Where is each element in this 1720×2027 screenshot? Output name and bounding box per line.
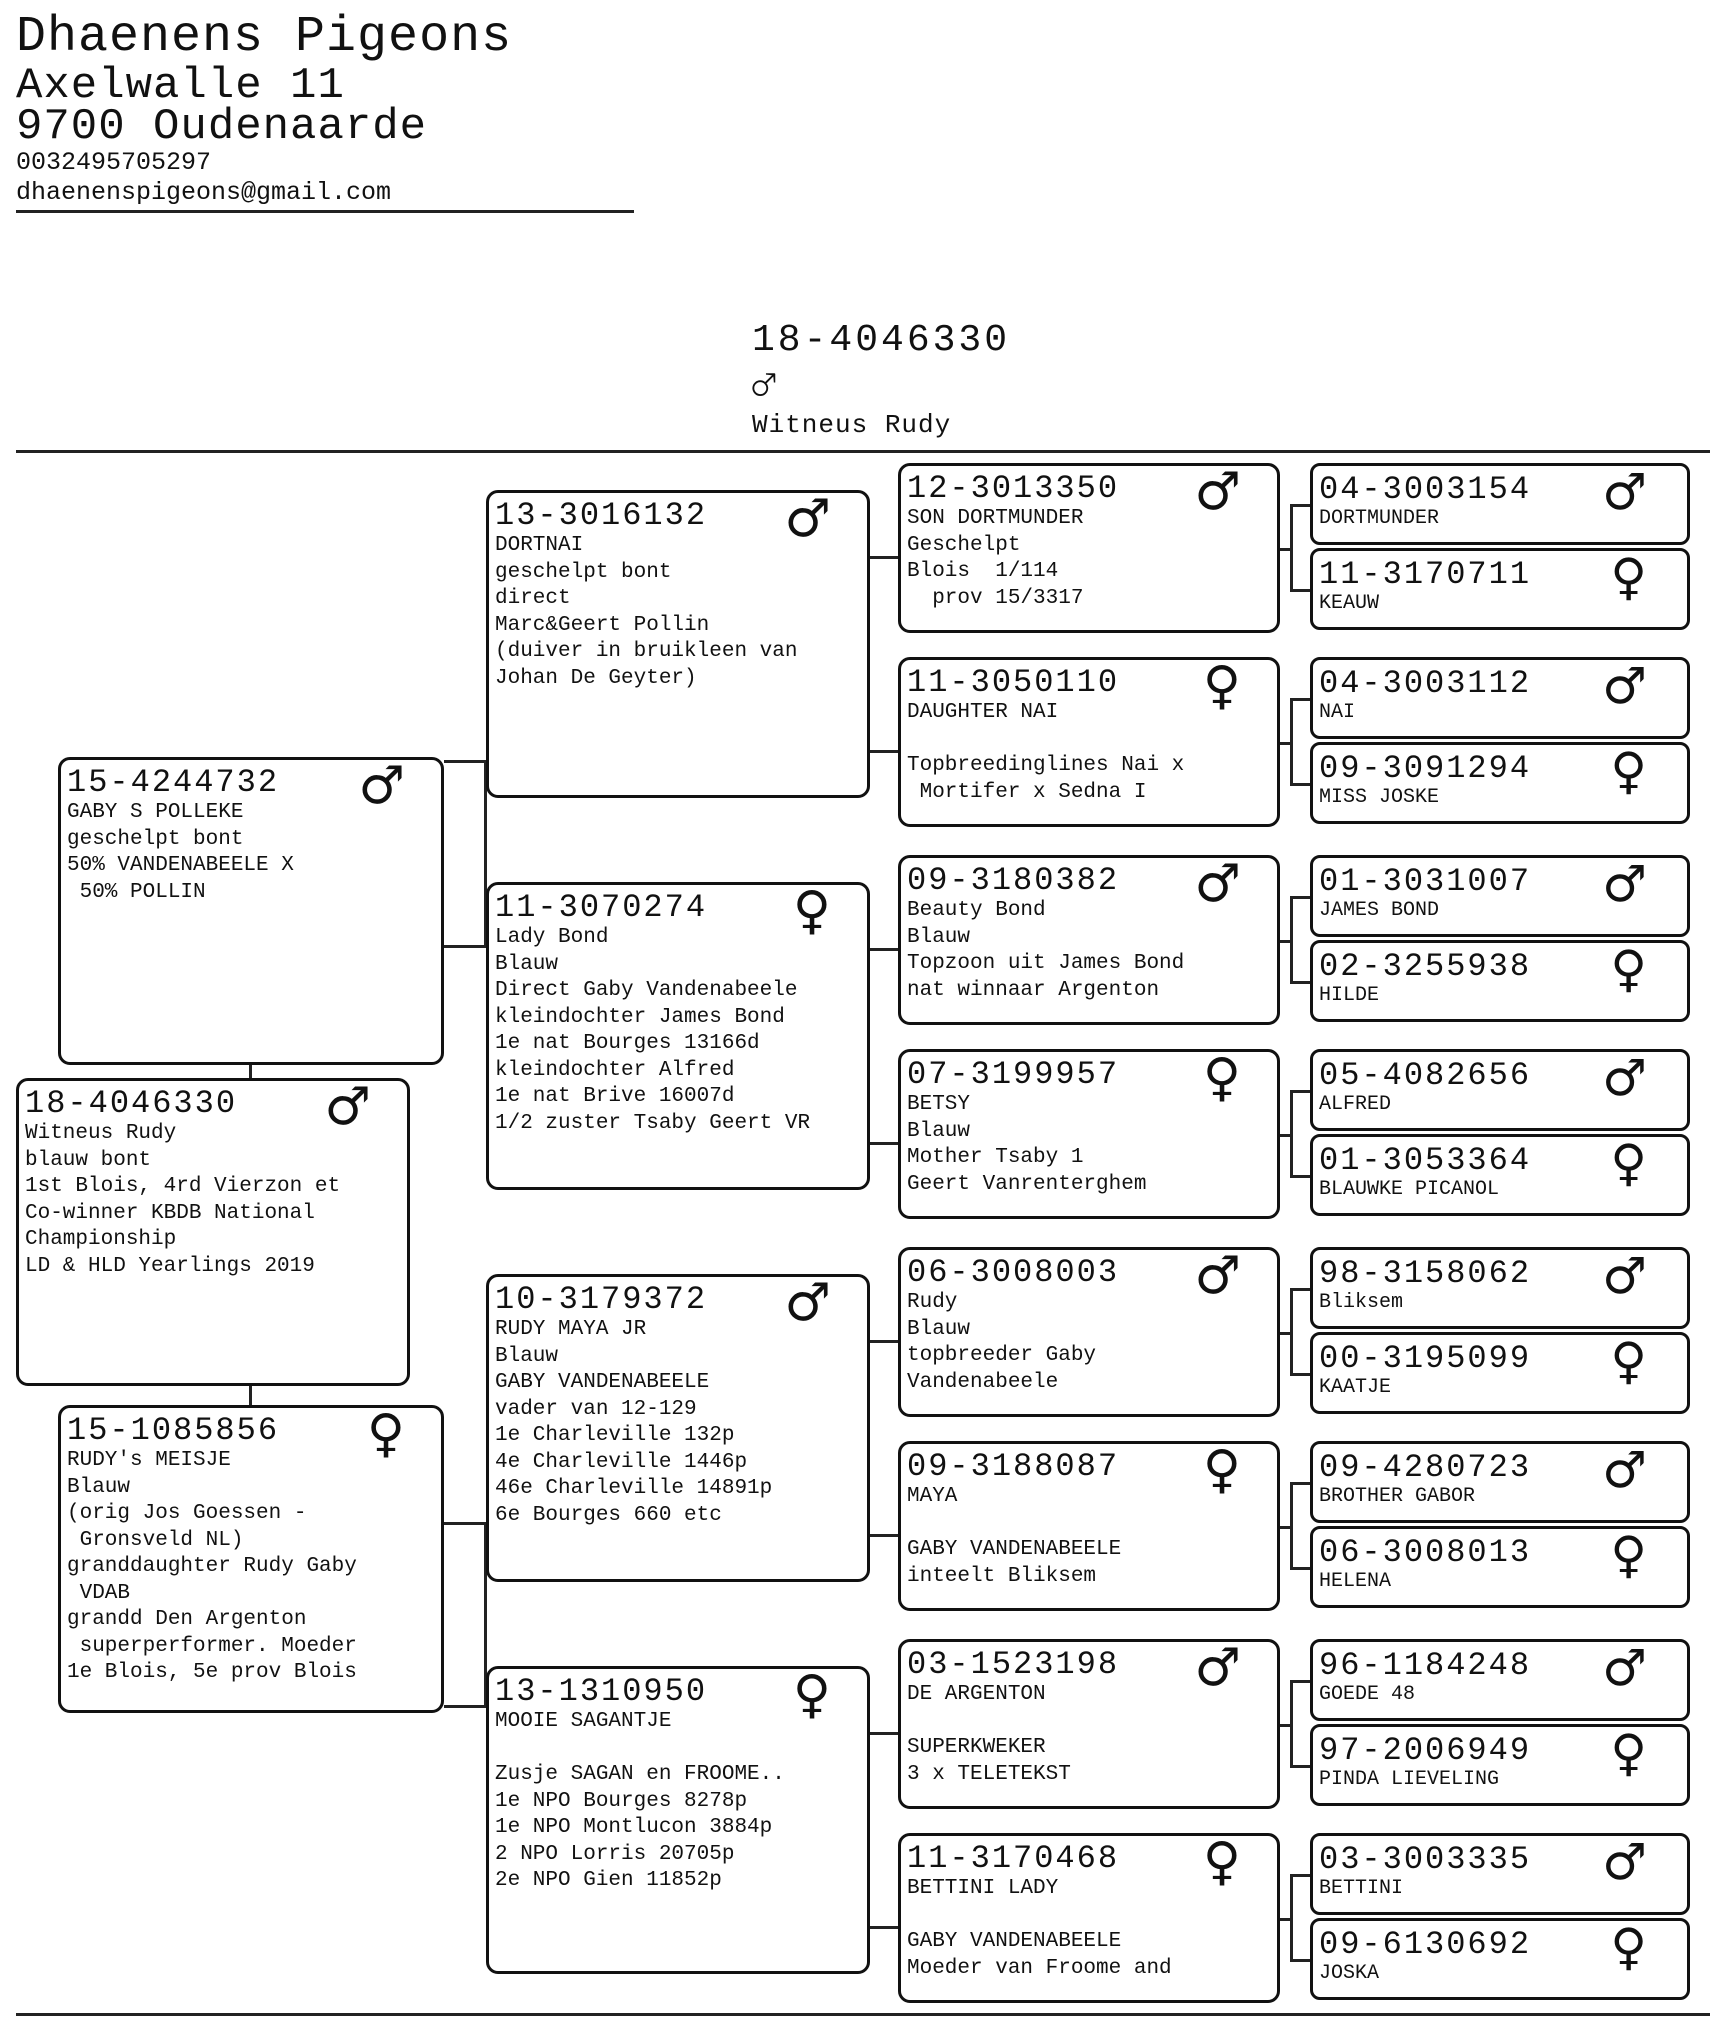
- male-icon: ♂: [1602, 855, 1647, 913]
- male-icon: ♂: [748, 355, 781, 416]
- pigeon-details: Bliksem: [1319, 1291, 1404, 1314]
- ring-number: 02-3255938: [1319, 948, 1532, 985]
- pigeon-details: BETTINI: [1319, 1877, 1404, 1900]
- pigeon-details: DE ARGENTON SUPERKWEKER 3 x TELETEKST: [907, 1683, 1071, 1786]
- connector-line: [1290, 1567, 1310, 1570]
- title-pigeon-name: Witneus Rudy: [752, 410, 952, 440]
- bottom-rule: [16, 2013, 1710, 2016]
- connector-line: [1290, 1680, 1310, 1683]
- male-icon: ♂: [1194, 855, 1241, 914]
- connector-line: [1290, 981, 1310, 984]
- connector-line: [1290, 1482, 1310, 1485]
- top-rule: [16, 450, 1710, 453]
- male-icon: ♂: [1194, 463, 1241, 522]
- pigeon-details: NAI: [1319, 701, 1356, 724]
- connector-line: [1290, 783, 1310, 786]
- header-underline: [16, 210, 634, 213]
- connector-line: [1290, 589, 1310, 592]
- pedigree-card-g4[interactable]: [898, 1441, 1280, 1611]
- female-icon: ♀: [1610, 1134, 1647, 1192]
- pigeon-details: RUDY's MEISJE Blauw (orig Jos Goessen - Gronsveld NL) granddaughter Rudy Gaby VDAB grandd Den Argenton superperformer. Moeder 1e Blois, 5e prov Blois: [67, 1449, 357, 1684]
- pigeon-details: JOSKA: [1319, 1962, 1380, 1985]
- connector-line: [1290, 1175, 1310, 1178]
- male-icon: ♂: [358, 757, 405, 816]
- pedigree-card-g4[interactable]: [898, 463, 1280, 633]
- pedigree-card-sire[interactable]: [58, 757, 444, 1065]
- breeder-phone: 0032495705297: [16, 148, 212, 177]
- connector-line: [1290, 896, 1310, 899]
- male-icon: ♂: [784, 1274, 831, 1333]
- breeder-street: Axelwalle 11: [16, 61, 345, 111]
- connector-line: [1290, 698, 1310, 701]
- ring-number: 09-6130692: [1319, 1926, 1532, 1963]
- pigeon-details: BROTHER GABOR: [1319, 1485, 1476, 1508]
- connector-line: [1290, 1680, 1293, 1768]
- ring-number: 03-3003335: [1319, 1841, 1532, 1878]
- pedigree-card-g5[interactable]: [1310, 1639, 1690, 1721]
- pedigree-card-g4[interactable]: [898, 855, 1280, 1025]
- ring-number: 09-4280723: [1319, 1449, 1532, 1486]
- pigeon-details: Beauty Bond Blauw Topzoon uit James Bond nat winnaar Argenton: [907, 899, 1185, 1002]
- ring-number: 13-3016132: [495, 497, 708, 534]
- female-icon: ♀: [1610, 742, 1647, 800]
- male-icon: ♂: [1602, 463, 1647, 521]
- male-icon: ♂: [1602, 657, 1647, 715]
- connector-line: [444, 1705, 486, 1708]
- connector-line: [1290, 504, 1310, 507]
- connector-line: [870, 1340, 898, 1343]
- pigeon-details: RUDY MAYA JR Blauw GABY VANDENABEELE vader van 12-129 1e Charleville 132p 4e Charleville 1446p 46e Charleville 14891p 6e Bourges 660 etc: [495, 1318, 773, 1527]
- connector-line: [444, 1522, 486, 1525]
- female-icon: ♀: [1202, 1049, 1241, 1108]
- pigeon-details: HILDE: [1319, 984, 1380, 1007]
- ring-number: 09-3180382: [907, 862, 1120, 899]
- female-icon: ♀: [792, 882, 831, 941]
- ring-number: 00-3195099: [1319, 1340, 1532, 1377]
- connector-line: [870, 1142, 898, 1145]
- pedigree-card-g4[interactable]: [898, 1247, 1280, 1417]
- ring-number: 09-3091294: [1319, 750, 1532, 787]
- ring-number: 03-1523198: [907, 1646, 1120, 1683]
- female-icon: ♀: [1610, 1918, 1647, 1976]
- pigeon-details: BLAUWKE PICANOL: [1319, 1178, 1500, 1201]
- connector-line: [1290, 1288, 1293, 1376]
- pigeon-details: HELENA: [1319, 1570, 1392, 1593]
- breeder-name: Dhaenens Pigeons: [16, 9, 513, 66]
- title-ring-number: 18-4046330: [752, 319, 1011, 362]
- ring-number: 07-3199957: [907, 1056, 1120, 1093]
- connector-line: [870, 1732, 898, 1735]
- ring-number: 96-1184248: [1319, 1647, 1532, 1684]
- connector-line: [1290, 1373, 1310, 1376]
- ring-number: 05-4082656: [1319, 1057, 1532, 1094]
- connector-line: [444, 760, 486, 763]
- pigeon-details: GOEDE 48: [1319, 1683, 1416, 1706]
- pedigree-card-subject[interactable]: [16, 1078, 410, 1386]
- female-icon: ♀: [1202, 1833, 1241, 1892]
- ring-number: 09-3188087: [907, 1448, 1120, 1485]
- connector-line: [870, 556, 898, 559]
- ring-number: 04-3003112: [1319, 665, 1532, 702]
- ring-number: 98-3158062: [1319, 1255, 1532, 1292]
- pedigree-card-g5[interactable]: [1310, 1918, 1690, 2000]
- breeder-header: [16, 10, 512, 208]
- pedigree-card-g5[interactable]: [1310, 1049, 1690, 1131]
- pedigree-card-g4[interactable]: [898, 1833, 1280, 2003]
- connector-line: [870, 1926, 898, 1929]
- pigeon-details: Witneus Rudy blauw bont 1st Blois, 4rd Vierzon et Co-winner KBDB National Championship LD & HLD Yearlings 2019: [25, 1122, 341, 1278]
- male-icon: ♂: [1602, 1049, 1647, 1107]
- ring-number: 06-3008003: [907, 1254, 1120, 1291]
- male-icon: ♂: [1194, 1247, 1241, 1306]
- connector-line: [1290, 698, 1293, 786]
- breeder-email[interactable]: dhaenenspigeons@gmail.com: [16, 178, 392, 207]
- pedigree-card-g5[interactable]: [1310, 1833, 1690, 1915]
- connector-line: [1290, 1090, 1293, 1178]
- pedigree-card-g4[interactable]: [898, 1049, 1280, 1219]
- pigeon-details: DORTMUNDER: [1319, 507, 1440, 530]
- pedigree-card-g5[interactable]: [1310, 1247, 1690, 1329]
- pedigree-card-g5[interactable]: [1310, 1332, 1690, 1414]
- pedigree-card-g5[interactable]: [1310, 940, 1690, 1022]
- connector-line: [1290, 1288, 1310, 1291]
- connector-line: [249, 1065, 252, 1079]
- pigeon-details: BETTINI LADY GABY VANDENABEELE Moeder van Froome and: [907, 1877, 1172, 1980]
- pedigree-card-g5[interactable]: [1310, 548, 1690, 630]
- female-icon: ♀: [792, 1666, 831, 1725]
- pedigree-card-dam[interactable]: [58, 1405, 444, 1713]
- connector-line: [1290, 1874, 1293, 1962]
- pigeon-details: SON DORTMUNDER Geschelpt Blois 1/114 prov 15/3317: [907, 507, 1084, 610]
- pigeon-details: Rudy Blauw topbreeder Gaby Vandenabeele: [907, 1291, 1097, 1394]
- female-icon: ♀: [1610, 1724, 1647, 1782]
- pedigree-card-dam-dam[interactable]: [486, 1666, 870, 1974]
- pedigree-card-g4[interactable]: [898, 1639, 1280, 1809]
- female-icon: ♀: [1610, 940, 1647, 998]
- ring-number: 01-3053364: [1319, 1142, 1532, 1179]
- pigeon-details: ALFRED: [1319, 1093, 1392, 1116]
- connector-line: [1290, 504, 1293, 592]
- male-icon: ♂: [1602, 1639, 1647, 1697]
- connector-line: [870, 948, 898, 951]
- pedigree-card-g5[interactable]: [1310, 463, 1690, 545]
- female-icon: ♀: [366, 1405, 405, 1464]
- female-icon: ♀: [1610, 1526, 1647, 1584]
- connector-line: [1290, 1765, 1310, 1768]
- ring-number: 06-3008013: [1319, 1534, 1532, 1571]
- male-icon: ♂: [1602, 1247, 1647, 1305]
- connector-line: [249, 1386, 252, 1406]
- pigeon-details: GABY S POLLEKE geschelpt bont 50% VANDENABEELE X 50% POLLIN: [67, 801, 294, 904]
- male-icon: ♂: [1602, 1833, 1647, 1891]
- pedigree-card-g5[interactable]: [1310, 742, 1690, 824]
- connector-line: [444, 945, 486, 948]
- pedigree-title: [748, 318, 1011, 442]
- ring-number: 01-3031007: [1319, 863, 1532, 900]
- female-icon: ♀: [1202, 657, 1241, 716]
- ring-number: 18-4046330: [25, 1085, 238, 1122]
- connector-line: [1290, 1482, 1293, 1570]
- pedigree-card-g4[interactable]: [898, 657, 1280, 827]
- pigeon-details: PINDA LIEVELING: [1319, 1768, 1500, 1791]
- ring-number: 10-3179372: [495, 1281, 708, 1318]
- ring-number: 15-1085856: [67, 1412, 280, 1449]
- female-icon: ♀: [1202, 1441, 1241, 1500]
- pigeon-details: MOOIE SAGANTJE Zusje SAGAN en FROOME.. 1e NPO Bourges 8278p 1e NPO Montlucon 3884p 2 NPO Lorris 20705p 2e NPO Gien 11852p: [495, 1710, 785, 1892]
- pigeon-details: DAUGHTER NAI Topbreedinglines Nai x Mortifer x Sedna I: [907, 701, 1185, 804]
- pedigree-card-g5[interactable]: [1310, 855, 1690, 937]
- connector-line: [1290, 1874, 1310, 1877]
- male-icon: ♂: [784, 490, 831, 549]
- ring-number: 12-3013350: [907, 470, 1120, 507]
- pedigree-card-dam-sire[interactable]: [486, 1274, 870, 1582]
- pigeon-details: KAATJE: [1319, 1376, 1392, 1399]
- ring-number: 11-3050110: [907, 664, 1120, 701]
- ring-number: 11-3070274: [495, 889, 708, 926]
- ring-number: 04-3003154: [1319, 471, 1532, 508]
- connector-line: [870, 1534, 898, 1537]
- pedigree-card-g5[interactable]: [1310, 1134, 1690, 1216]
- pigeon-details: KEAUW: [1319, 592, 1380, 615]
- ring-number: 13-1310950: [495, 1673, 708, 1710]
- ring-number: 15-4244732: [67, 764, 280, 801]
- pedigree-card-g5[interactable]: [1310, 1526, 1690, 1608]
- female-icon: ♀: [1610, 1332, 1647, 1390]
- ring-number: 97-2006949: [1319, 1732, 1532, 1769]
- connector-line: [1290, 1959, 1310, 1962]
- pedigree-card-g5[interactable]: [1310, 1724, 1690, 1806]
- pedigree-card-g5[interactable]: [1310, 1441, 1690, 1523]
- pigeon-details: DORTNAI geschelpt bont direct Marc&Geert Pollin (duiver in bruikleen van Johan De Geyter): [495, 534, 798, 690]
- breeder-city: 9700 Oudenaarde: [16, 102, 428, 152]
- male-icon: ♂: [1194, 1639, 1241, 1698]
- male-icon: ♂: [324, 1078, 371, 1137]
- ring-number: 11-3170468: [907, 1840, 1120, 1877]
- pigeon-details: JAMES BOND: [1319, 899, 1440, 922]
- connector-line: [870, 750, 898, 753]
- ring-number: 11-3170711: [1319, 556, 1532, 593]
- male-icon: ♂: [1602, 1441, 1647, 1499]
- pedigree-card-sire-dam[interactable]: [486, 882, 870, 1190]
- connector-line: [1290, 1090, 1310, 1093]
- pedigree-card-g5[interactable]: [1310, 657, 1690, 739]
- pedigree-card-sire-sire[interactable]: [486, 490, 870, 798]
- pigeon-details: BETSY Blauw Mother Tsaby 1 Geert Vanrenterghem: [907, 1093, 1147, 1196]
- female-icon: ♀: [1610, 548, 1647, 606]
- pigeon-details: Lady Bond Blauw Direct Gaby Vandenabeele kleindochter James Bond 1e nat Bourges 13166d kleindochter Alfred 1e nat Brive 16007d 1/2 zuster Tsaby Geert VR: [495, 926, 811, 1135]
- pigeon-details: MISS JOSKE: [1319, 786, 1440, 809]
- pigeon-details: MAYA GABY VANDENABEELE inteelt Bliksem: [907, 1485, 1122, 1588]
- connector-line: [1290, 896, 1293, 984]
